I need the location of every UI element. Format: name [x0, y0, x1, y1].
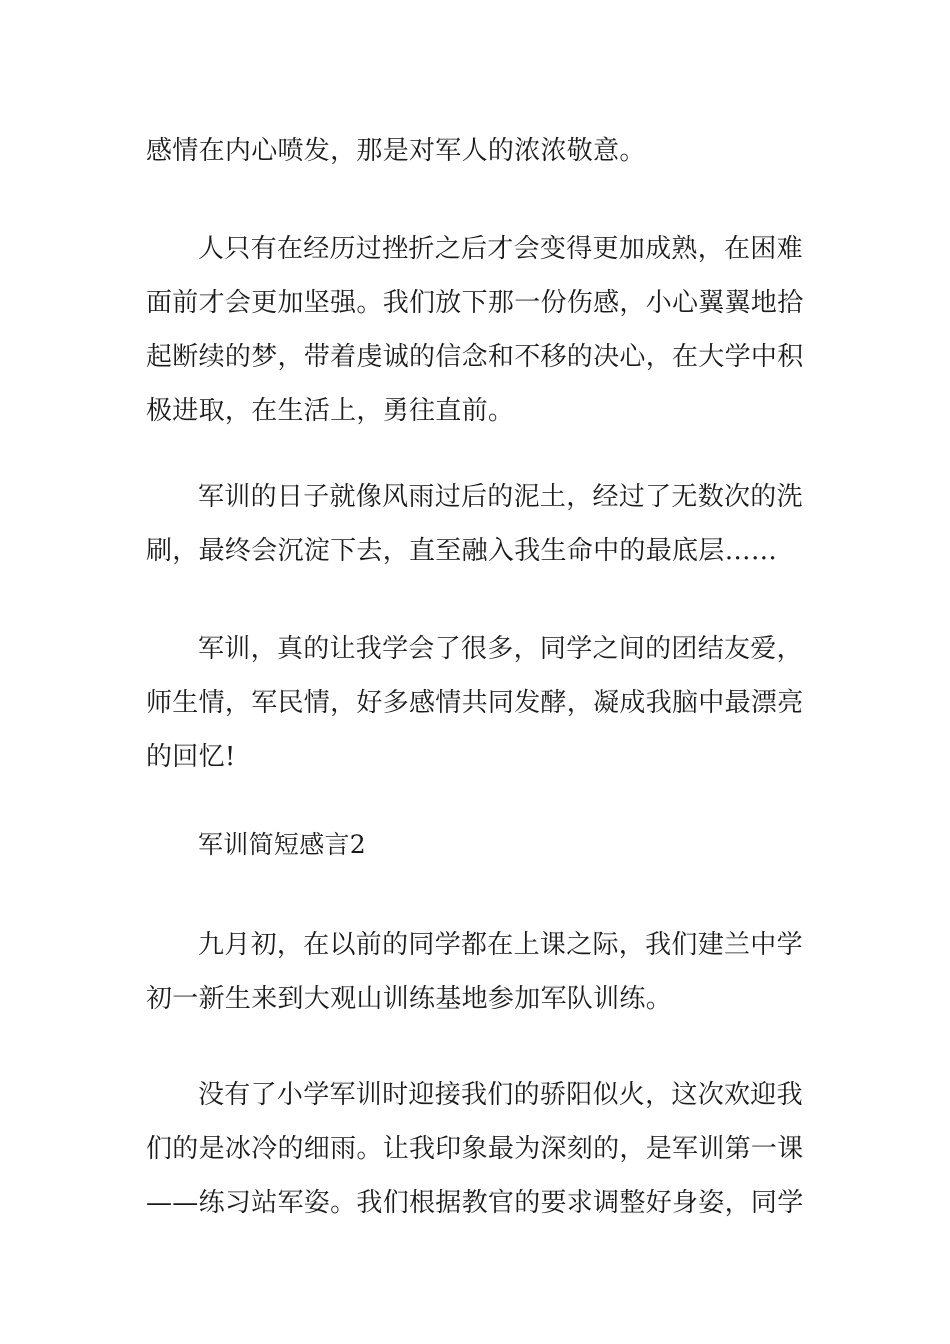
paragraph-4: 军训，真的让我学会了很多，同学之间的团结友爱，师生情，军民情，好多感情共同发酵，凝成我脑中最漂亮的回忆!	[146, 634, 804, 772]
paragraph-2: 人只有在经历过挫折之后才会变得更加成熟，在困难面前才会更加坚强。我们放下那一份伤感，小心翼翼地拾起断续的梦，带着虔诚的信念和不移的决心，在大学中积极进取，在生活上，勇往直前。	[146, 234, 804, 426]
paragraph-5: 九月初，在以前的同学都在上课之际，我们建兰中学初一新生来到大观山训练基地参加军队训练。	[146, 930, 803, 1014]
paragraph-3: 军训的日子就像风雨过后的泥土，经过了无数次的洗刷，最终会沉淀下去，直至融入我生命中的最底层……	[146, 482, 803, 566]
paragraph-1: 感情在内心喷发，那是对军人的浓浓敬意。	[146, 136, 646, 166]
paragraph-6: 没有了小学军训时迎接我们的骄阳似火，这次欢迎我们的是冰冷的细雨。让我印象最为深刻的，是军训第一课——练习站军姿。我们根据教官的要求调整好身姿，同学	[146, 1080, 804, 1218]
section-heading: 军训简短感言2	[198, 830, 367, 859]
